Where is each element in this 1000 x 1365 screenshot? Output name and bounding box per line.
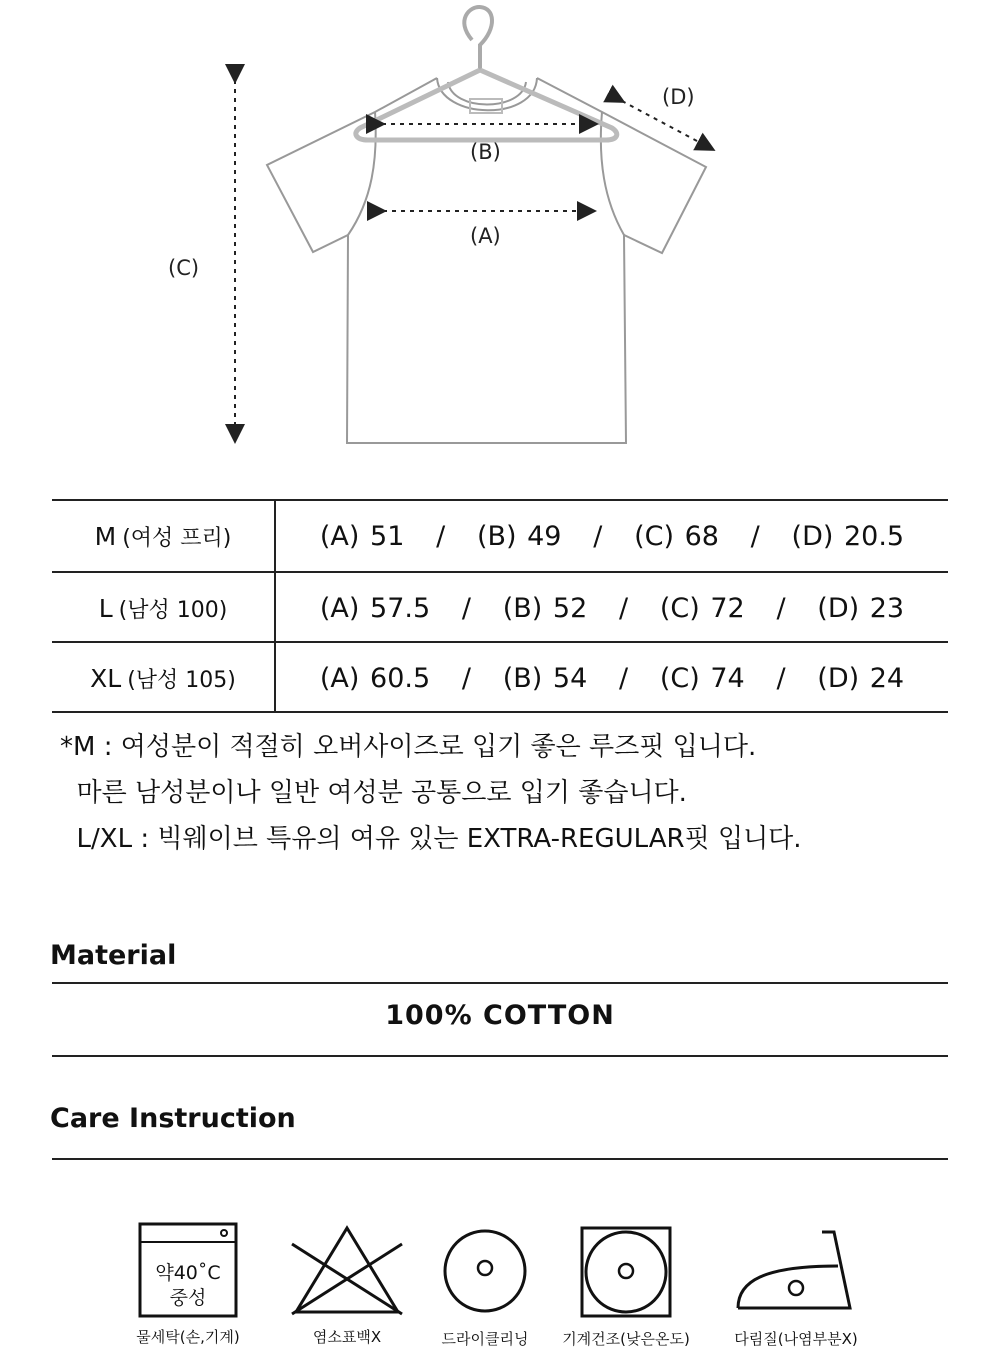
fit-note-2: 마른 남성분이나 일반 여성분 공통으로 입기 좋습니다. (60, 778, 687, 808)
divider (52, 1055, 948, 1057)
label-d: (D) (662, 85, 695, 109)
label-a: (A) (470, 224, 501, 248)
size-row-xl (52, 641, 948, 713)
size-cell (52, 501, 276, 571)
size-name: XL (90, 663, 122, 693)
care-label-tumble: 기계건조(낮은온도) (562, 1330, 690, 1348)
label-b: (B) (470, 140, 501, 164)
size-measurements: (A) 57.5 / (B) 52 / (C) 72 / (D) 23 (319, 592, 905, 624)
iron-icon (734, 1226, 854, 1312)
size-note: (남성 105) (127, 667, 236, 693)
size-cell (52, 573, 276, 643)
size-cell (52, 643, 276, 713)
no-bleach-icon (288, 1224, 406, 1316)
material-value: 100% COTTON (385, 1000, 615, 1031)
size-note: (남성 100) (118, 597, 228, 623)
wash-detergent: 중성 (169, 1287, 207, 1309)
size-name: L (98, 593, 113, 623)
size-name: M (94, 521, 117, 551)
care-label-bleach: 염소표백X (312, 1328, 382, 1346)
divider (52, 982, 948, 984)
size-measurements: (A) 51 / (B) 49 / (C) 68 / (D) 20.5 (319, 520, 905, 552)
care-label-iron: 다림질(나염부분X) (734, 1330, 858, 1348)
care-label-wash: 물세탁(손,기계) (136, 1328, 240, 1346)
tshirt-outline (267, 78, 706, 443)
divider (52, 1158, 948, 1160)
size-table (52, 499, 948, 713)
measurement-diagram (0, 0, 1000, 470)
fit-note-1: *M : 여성분이 적절히 오버사이즈로 입기 좋은 루즈핏 입니다. (60, 732, 757, 762)
label-c: (C) (168, 256, 200, 280)
care-title: Care Instruction (50, 1103, 296, 1134)
size-measurements: (A) 60.5 / (B) 54 / (C) 74 / (D) 24 (319, 662, 905, 694)
dry-clean-icon (442, 1228, 528, 1314)
size-note: (여성 프리) (122, 525, 232, 551)
care-label-dryclean: 드라이클리닝 (441, 1330, 529, 1348)
material-title: Material (50, 940, 177, 971)
wash-tub-icon (138, 1222, 238, 1318)
size-row-l (52, 571, 948, 643)
tumble-dry-icon (580, 1226, 672, 1318)
fit-note-3: L/XL : 빅웨이브 특유의 여유 있는 EXTRA-REGULAR핏 입니다. (60, 824, 802, 854)
wash-temp: 약40˚C (155, 1262, 221, 1284)
size-row-m (52, 501, 948, 571)
hanger-hook-icon (464, 7, 492, 70)
